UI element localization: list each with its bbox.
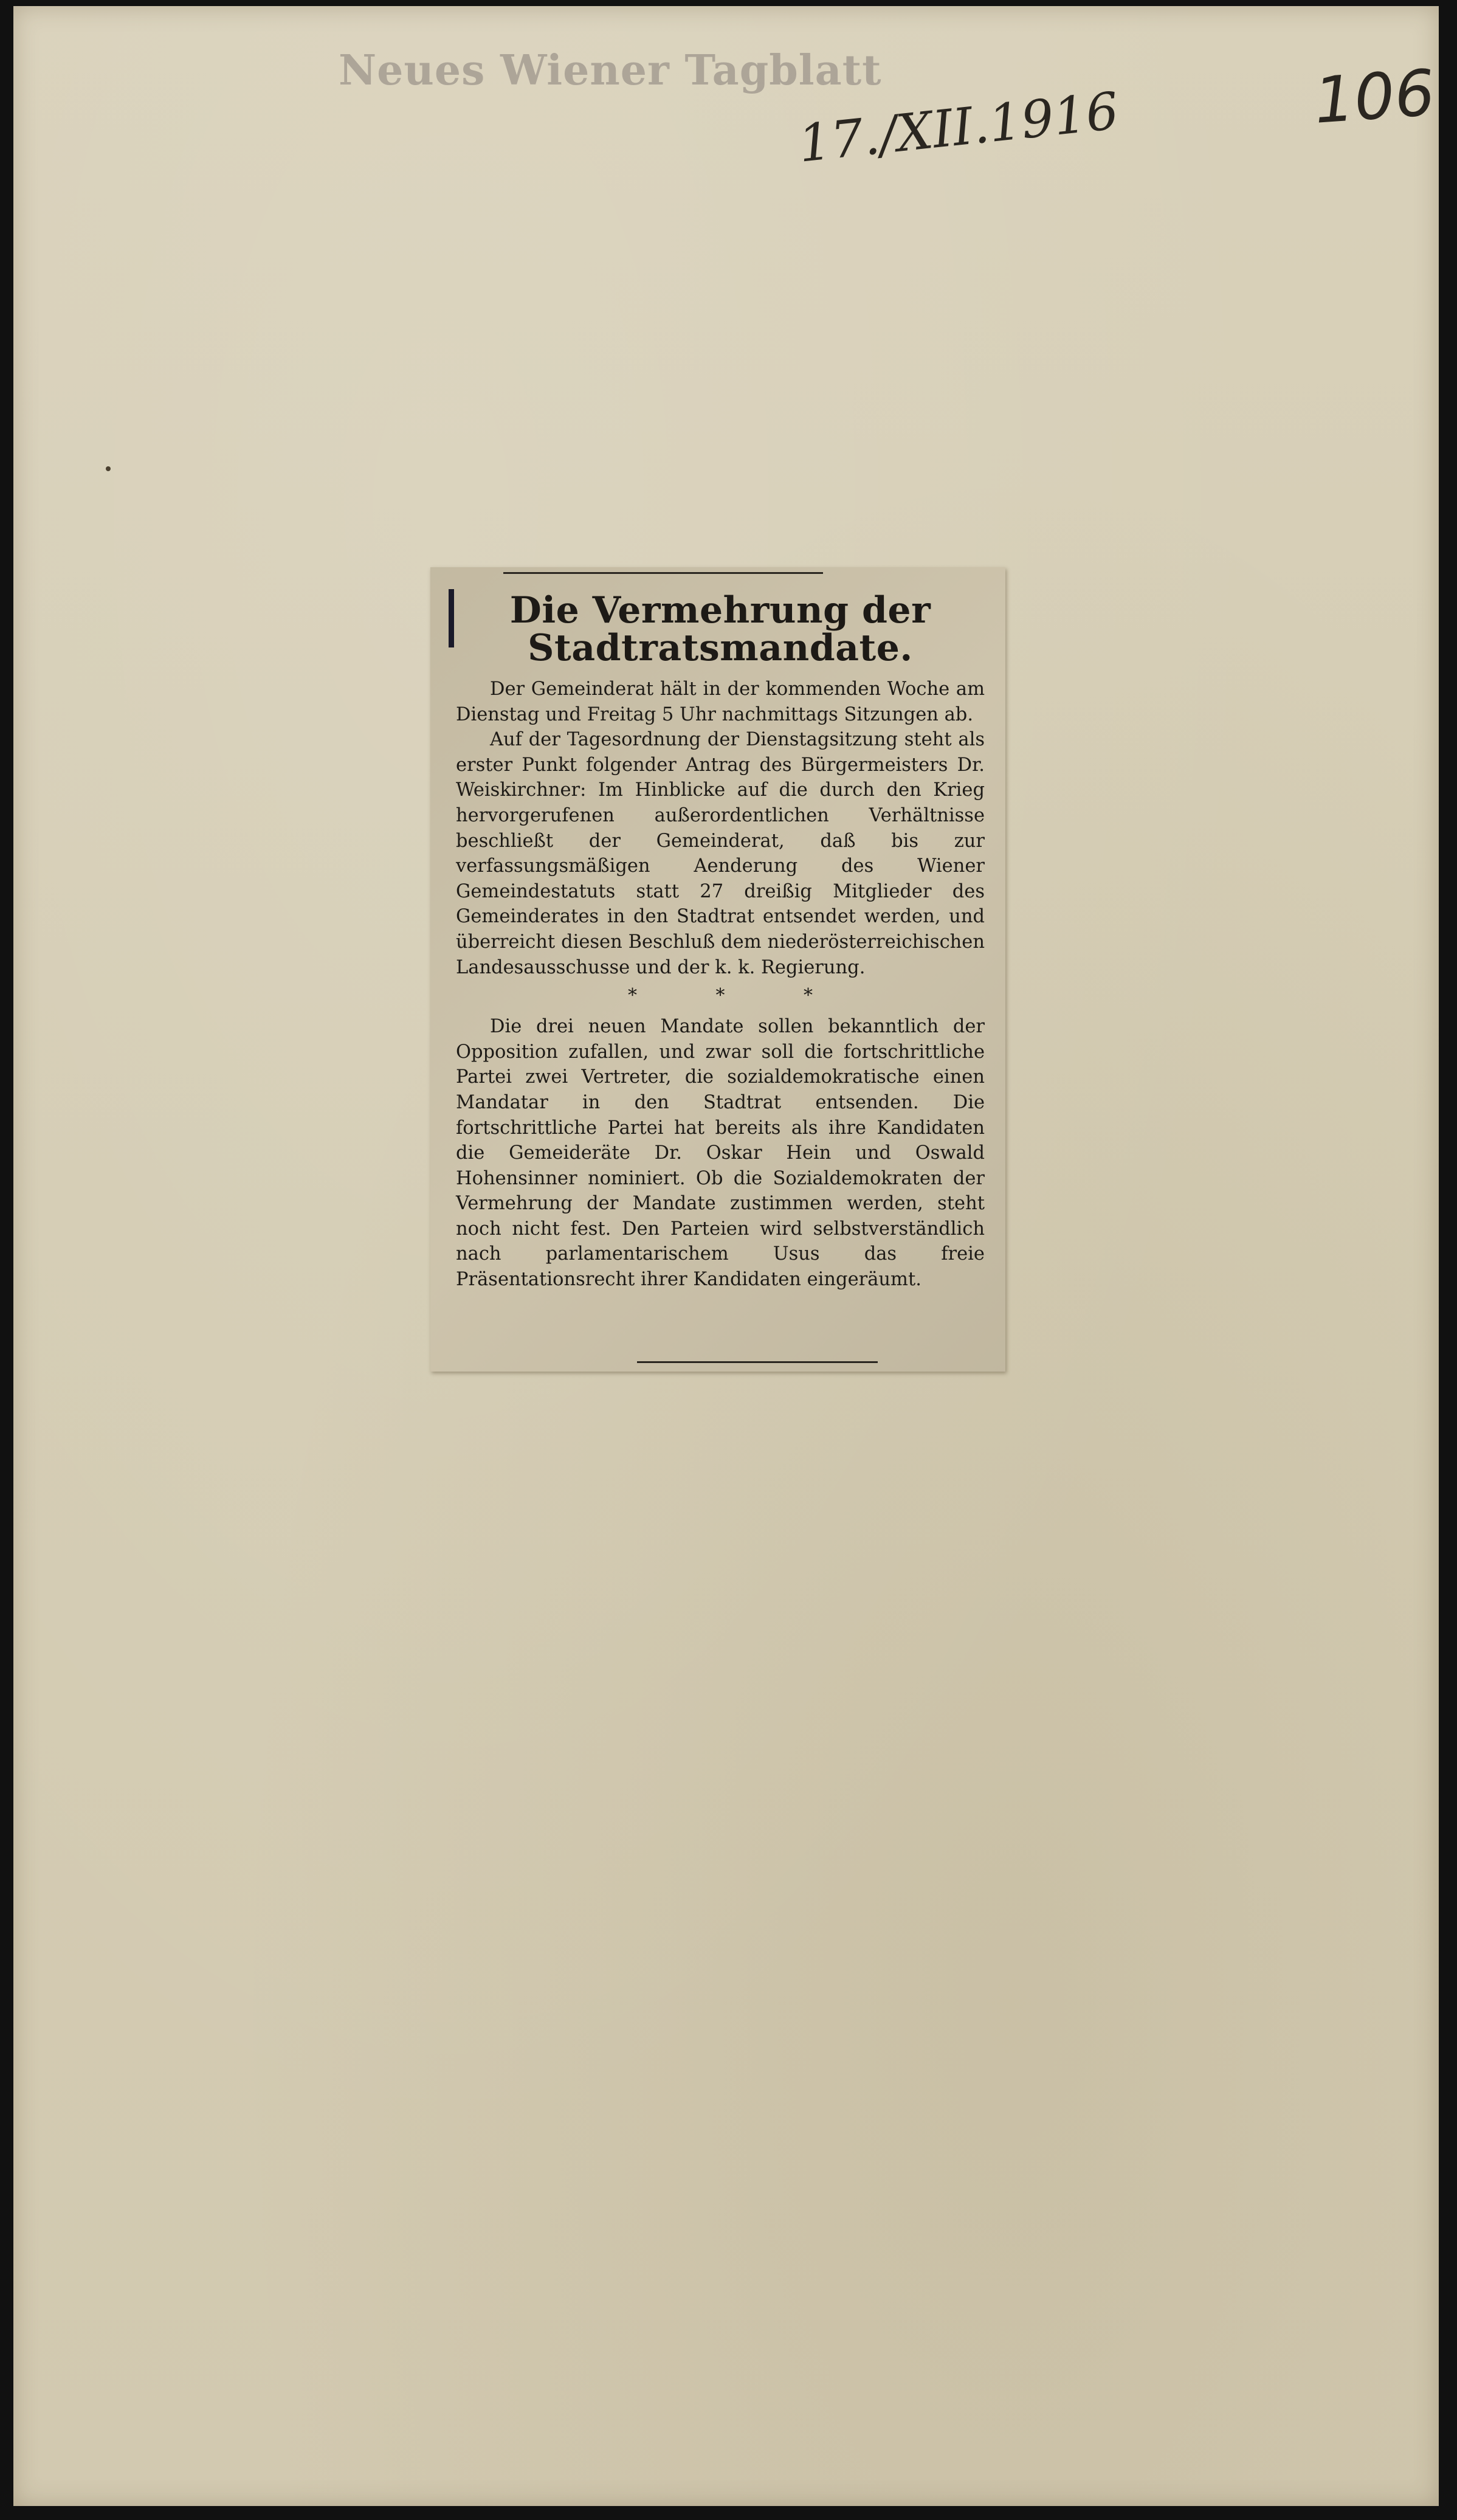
clipping-bottom-rule (637, 1361, 878, 1363)
article-paragraph: Der Gemeinderat hält in der kommenden Woche am Dienstag und Freitag 5 Uhr nachmittags Sitzungen ab. (456, 678, 985, 725)
clipping-top-rule (503, 572, 823, 574)
asterisk-separator: * * * (627, 985, 850, 1007)
handwritten-page-number: 106 (1311, 55, 1438, 138)
article-body (456, 677, 985, 1293)
article-paragraph: Auf der Tagesordnung der Dienstagsitzung steht als erster Punkt folgender Antrag des Bürgermeisters Dr. Weiskirchner: Im Hinblicke auf die durch den Krieg hervorgerufenen außerordentlichen Verhältnisse beschließt der Gemeinderat, daß bis zur verfassungsmäßigen Aenderung des Wiener Gemeindestatuts statt 27 dreißig Mitglieder des Gemeinderates in den Stadtrat entsendet werden, und überreicht diesen Beschluß dem niederösterreichischen Landesausschusse und der k. k. Regierung. (456, 729, 985, 978)
clipping-side-bar (449, 589, 454, 647)
newspaper-stamp: Neues Wiener Tagblatt (339, 46, 882, 95)
article-paragraph: Die drei neuen Mandate sollen bekanntlich der Opposition zufallen, und zwar soll die fortschrittliche Partei zwei Vertreter, die sozialdemokratische einen Mandatar in den Stadtrat entsenden. Die fortschrittliche Partei hat bereits als ihre Kandidaten die Gemeideräte Dr. Oskar Hein und Oswald Hohensinner nominiert. Ob die Sozialdemokraten der Vermehrung der Mandate zustimmen werden, steht noch nicht fest. Den Parteien wird selbstverständlich nach parlamentarischem Usus das freie Präsentationsrecht ihrer Kandidaten eingeräumt. (456, 1016, 985, 1291)
paper-speck (106, 466, 111, 471)
article-headline: Die Vermehrung der Stadtratsmandate. (509, 589, 931, 669)
archive-sheet (13, 6, 1439, 2506)
handwritten-date: 17./XII.1916 (795, 81, 1121, 174)
newspaper-clipping (430, 567, 1005, 1372)
